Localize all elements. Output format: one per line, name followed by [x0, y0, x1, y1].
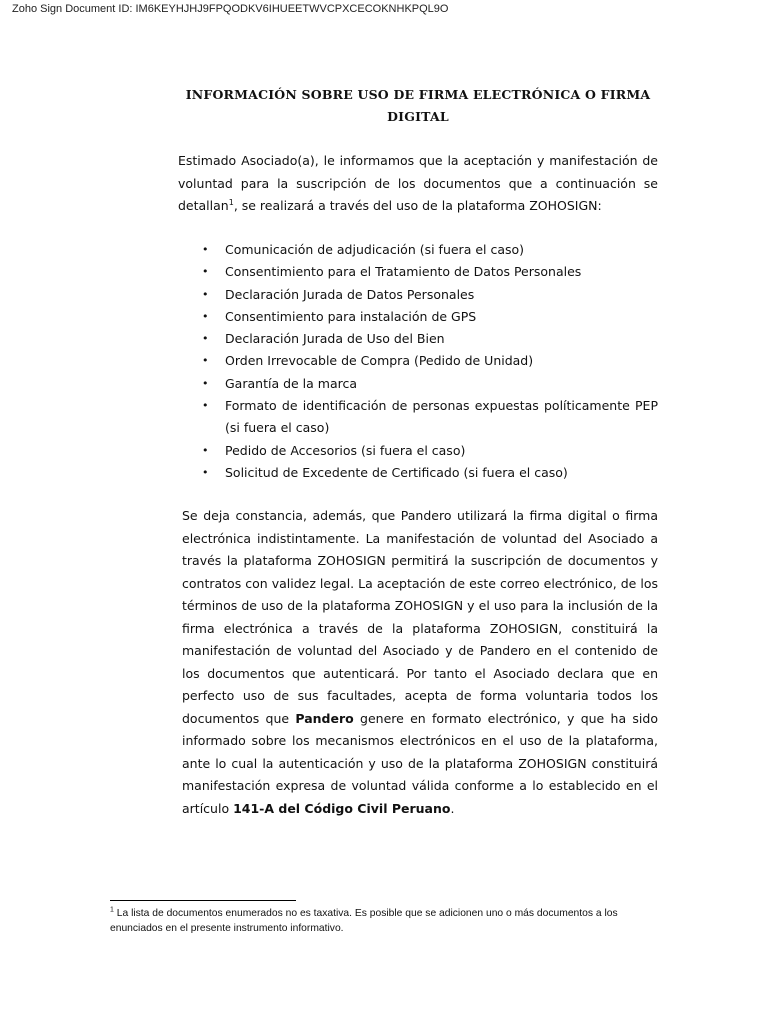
bullet-icon: • [202, 376, 209, 390]
bullet-icon: • [202, 399, 209, 413]
list-item-text: Solicitud de Excedente de Certificado (si fuera el caso) [225, 464, 568, 480]
list-item [196, 239, 658, 261]
bullet-icon: • [202, 309, 209, 323]
law-reference: 141-A del Código Civil Peruano [233, 800, 451, 816]
list-item-text: Pedido de Accesorios (si fuera el caso) [225, 442, 466, 458]
footnote [110, 906, 670, 936]
list-item-text: Consentimiento para instalación de GPS [225, 308, 477, 324]
bullet-icon: • [202, 265, 209, 279]
bullet-icon: • [202, 243, 209, 256]
title-line-2: DIGITAL [387, 109, 449, 124]
list-item-text: Orden Irrevocable de Compra (Pedido de Unidad) [225, 353, 534, 369]
body-text-b: genere en formato electrónico, y que ha sido informado sobre los mecanismos electrónicos en el uso de la plataforma, ante lo cual la autenticación y uso de la plataforma ZOHOSIGN constituirá manifestación expresa de voluntad válida conforme a lo establecido en el artículo [182, 710, 658, 816]
list-item-text: Comunicación de adjudicación (si fuera el caso) [225, 242, 525, 257]
bullet-icon: • [202, 465, 209, 479]
intro-text-b: , se realizará a través del uso de la plataforma ZOHOSIGN: [233, 198, 602, 213]
footnote-divider [110, 900, 296, 901]
list-item-text: Declaración Jurada de Datos Personales [225, 286, 475, 302]
intro-text-a: Estimado Asociado(a), le informamos que la aceptación y manifestación de voluntad para la suscripción de los documentos que a continuación se detallan [178, 153, 658, 213]
list-item [196, 440, 658, 462]
document-title [178, 84, 658, 128]
title-line-1: INFORMACIÓN SOBRE USO DE FIRMA ELECTRÓNICA O FIRMA [185, 87, 651, 102]
footnote-reference: 1 [228, 197, 234, 207]
consent-paragraph [182, 505, 658, 820]
document-id: Zoho Sign Document ID: IM6KEYHJHJ9FPQODKV6IHUEETWVCPXCECOKNHKPQL9O [12, 3, 449, 15]
list-item [196, 462, 658, 484]
bullet-icon: • [202, 287, 209, 301]
list-item [196, 350, 658, 372]
footnote-text: La lista de documentos enumerados no es taxativa. Es posible que se adicionen uno o más documentos a los enunciados en el presente instrumento informativo. [110, 908, 618, 934]
list-item [196, 284, 658, 306]
list-item [196, 261, 658, 283]
list-item [196, 395, 658, 440]
list-item-text: Consentimiento para el Tratamiento de Datos Personales [225, 264, 582, 280]
bullet-icon: • [202, 332, 209, 346]
body-text-a: Se deja constancia, además, que Pandero utilizará la firma digital o firma electrónica indistintamente. La manifestación de voluntad del Asociado a través la plataforma ZOHOSIGN permitirá la suscripción de documentos y contratos con validez legal. La aceptación de este correo electrónico, de los términos de uso de la plataforma ZOHOSIGN y el uso para la inclusión de la firma electrónica a través de la plataforma ZOHOSIGN, constituirá la manifestación de voluntad del Asociado y de Pandero en el contenido de los documentos que autenticará. Por tanto el Asociado declara que en perfecto uso de sus facultades, acepta de forma voluntaria todos los documentos que [182, 508, 658, 726]
footnote-marker: 1 [110, 906, 114, 914]
bullet-icon: • [202, 354, 209, 368]
company-name: Pandero [295, 710, 354, 726]
list-item [196, 373, 658, 395]
list-item-text: Garantía de la marca [225, 375, 358, 391]
list-item-text: Formato de identificación de personas expuestas políticamente PEP (si fuera el caso) [225, 398, 658, 436]
intro-paragraph [178, 150, 658, 218]
bullet-icon: • [202, 443, 209, 457]
list-item [196, 306, 658, 328]
list-item [196, 328, 658, 350]
list-item-text: Declaración Jurada de Uso del Bien [225, 331, 445, 347]
document-list [196, 239, 658, 484]
body-text-c: . [450, 800, 455, 816]
